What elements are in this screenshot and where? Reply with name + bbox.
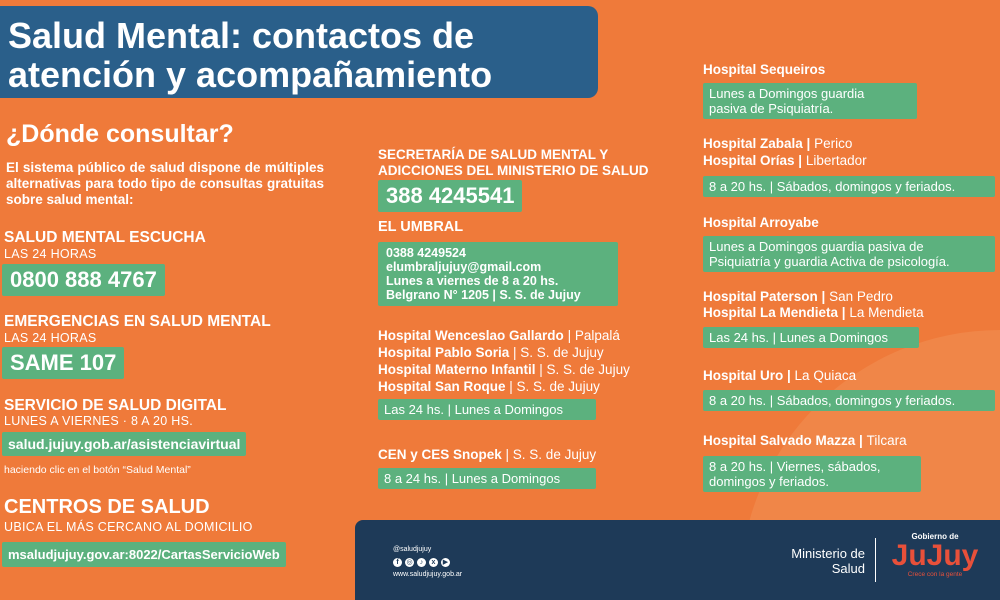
digital-url-link[interactable]: salud.jujuy.gob.ar/asistenciavirtual — [2, 432, 246, 456]
intro-text: El sistema público de salud dispone de múltiples alternativas para todo tipo de consultas gratuitas sobre salud mental: — [6, 160, 324, 207]
sequeiros-name: Hospital Sequeiros — [703, 62, 826, 77]
umbral-info-box — [378, 242, 618, 306]
centros-url-link[interactable]: msaludjujuy.gov.ar:8022/CartasServicioWeb — [2, 542, 286, 567]
youtube-icon[interactable]: ▶ — [442, 559, 449, 566]
paterson-name: Hospital Paterson — [703, 289, 818, 304]
secretaria-phone[interactable]: 388 4245541 — [378, 180, 522, 212]
list-item: Hospital Wenceslao Gallardo | Palpalá — [378, 328, 620, 343]
jujuy-wordmark: JuJuy — [891, 539, 979, 572]
escucha-title: SALUD MENTAL ESCUCHA — [4, 229, 206, 246]
uro-line: Hospital Uro | La Quiaca — [703, 368, 857, 383]
mazza-line-2: domingos y feriados. — [709, 474, 829, 489]
hospital-list — [378, 327, 630, 395]
mazza-line: Hospital Salvado Mazza | Tilcara — [703, 433, 907, 448]
title-line-1: Salud Mental: contactos de — [8, 15, 475, 56]
instagram-icon[interactable]: ◎ — [406, 559, 413, 566]
jujuy-tagline: Crece con la gente — [907, 571, 963, 578]
umbral-email[interactable]: elumbraljujuy@gmail.com — [386, 260, 542, 274]
hospital-name: Hospital Wenceslao Gallardo — [378, 328, 564, 343]
uro-place: La Quiaca — [794, 368, 857, 383]
hospital-name: Hospital Pablo Soria — [378, 345, 510, 360]
mazza-schedule — [703, 456, 921, 492]
hospitals-schedule: Las 24 hs. | Lunes a Domingos — [378, 399, 596, 420]
zabala-line: Hospital Zabala | Perico — [703, 136, 853, 151]
question-heading: ¿Dónde consultar? — [6, 120, 234, 148]
uro-schedule: 8 a 20 hs. | Sábados, domingos y feriados. — [703, 390, 995, 411]
escucha-phone[interactable]: 0800 888 4767 — [2, 264, 165, 296]
footer-bar — [355, 520, 1000, 600]
cen-schedule: 8 a 24 hs. | Lunes a Domingos — [378, 468, 596, 489]
arroyabe-info — [703, 236, 995, 272]
uro-name: Hospital Uro — [703, 368, 784, 383]
tiktok-icon[interactable]: ♪ — [417, 558, 426, 567]
ministerio-label — [775, 546, 865, 576]
orias-name: Hospital Orías — [703, 153, 795, 168]
hospital-place: S. S. de Jujuy — [520, 345, 604, 360]
emergencias-phone[interactable]: SAME 107 — [2, 347, 124, 379]
mendieta-place: La Mendieta — [849, 305, 924, 320]
mazza-name: Hospital Salvado Mazza — [703, 433, 856, 448]
mazza-place: Tilcara — [866, 433, 907, 448]
title-line-2: atención y acompañamiento — [8, 54, 493, 95]
zabala-place: Perico — [814, 136, 853, 151]
hospital-place: S. S. de Jujuy — [546, 362, 630, 377]
hospital-name: Hospital San Roque — [378, 379, 506, 394]
secretaria-title-1: SECRETARÍA DE SALUD MENTAL Y — [378, 147, 609, 162]
arroyabe-name: Hospital Arroyabe — [703, 215, 819, 230]
list-item: Hospital Pablo Soria | S. S. de Jujuy — [378, 345, 604, 360]
centros-title: CENTROS DE SALUD — [4, 496, 210, 518]
arroyabe-line-2: Psiquiatría y guardia Activa de psicología. — [709, 254, 950, 269]
zabala-schedule: 8 a 20 hs. | Sábados, domingos y feriados. — [703, 176, 995, 197]
social-handle: @saludjujuy — [393, 546, 432, 553]
cen-name: CEN y CES Snopek — [378, 447, 502, 462]
umbral-phone[interactable]: 0388 4249524 — [386, 246, 466, 260]
hospital-place: Palpalá — [574, 328, 620, 343]
page-title — [0, 6, 598, 98]
mendieta-line: Hospital La Mendieta | La Mendieta — [703, 305, 924, 320]
cen-line: CEN y CES Snopek | S. S. de Jujuy — [378, 447, 597, 462]
sequeiros-line-2: pasiva de Psiquiatría. — [709, 101, 834, 116]
mazza-line-1: 8 a 20 hs. | Viernes, sábados, — [709, 459, 881, 474]
paterson-schedule: Las 24 hs. | Lunes a Domingos — [703, 327, 919, 348]
facebook-icon[interactable]: f — [393, 558, 402, 567]
centros-sub: UBICA EL MÁS CERCANO AL DOMICILIO — [4, 520, 253, 534]
paterson-line: Hospital Paterson | San Pedro — [703, 289, 893, 304]
ministerio-line-1: Ministerio de — [791, 546, 865, 561]
arroyabe-line-1: Lunes a Domingos guardia pasiva de — [709, 239, 924, 254]
digital-hours: LUNES A VIERNES · 8 A 20 HS. — [4, 414, 194, 428]
mendieta-name: Hospital La Mendieta — [703, 305, 839, 320]
sequeiros-line-1: Lunes a Domingos guardia — [709, 86, 865, 101]
digital-title: SERVICIO DE SALUD DIGITAL — [4, 397, 227, 414]
paterson-place: San Pedro — [829, 289, 893, 304]
orias-place: Libertador — [805, 153, 867, 168]
escucha-hours: LAS 24 HORAS — [4, 247, 97, 261]
footer-divider — [875, 538, 876, 582]
umbral-title: EL UMBRAL — [378, 219, 464, 235]
x-icon[interactable]: x — [429, 558, 438, 567]
jujuy-logo — [890, 532, 980, 578]
digital-note: haciendo clic en el botón “Salud Mental” — [4, 464, 191, 476]
umbral-address: Belgrano N° 1205 | S. S. de Jujuy — [386, 288, 581, 302]
zabala-name: Hospital Zabala — [703, 136, 803, 151]
secretaria-title-2: ADICCIONES DEL MINISTERIO DE SALUD — [378, 163, 649, 178]
ministerio-line-2: Salud — [831, 561, 865, 576]
hospital-place: S. S. de Jujuy — [516, 379, 600, 394]
umbral-hours: Lunes a viernes de 8 a 20 hs. — [386, 274, 559, 288]
social-icons — [393, 558, 450, 567]
list-item: Hospital Materno Infantil | S. S. de Jujuy — [378, 362, 630, 377]
emergencias-hours: LAS 24 HORAS — [4, 331, 97, 345]
list-item: Hospital San Roque | S. S. de Jujuy — [378, 379, 600, 394]
hospital-name: Hospital Materno Infantil — [378, 362, 536, 377]
emergencias-title: EMERGENCIAS EN SALUD MENTAL — [4, 313, 271, 330]
sequeiros-info — [703, 83, 917, 119]
cen-place: S. S. de Jujuy — [512, 447, 597, 462]
orias-line: Hospital Orías | Libertador — [703, 153, 867, 168]
website-link[interactable]: www.saludjujuy.gob.ar — [393, 571, 463, 578]
gobierno-label: Gobierno de — [911, 532, 959, 541]
